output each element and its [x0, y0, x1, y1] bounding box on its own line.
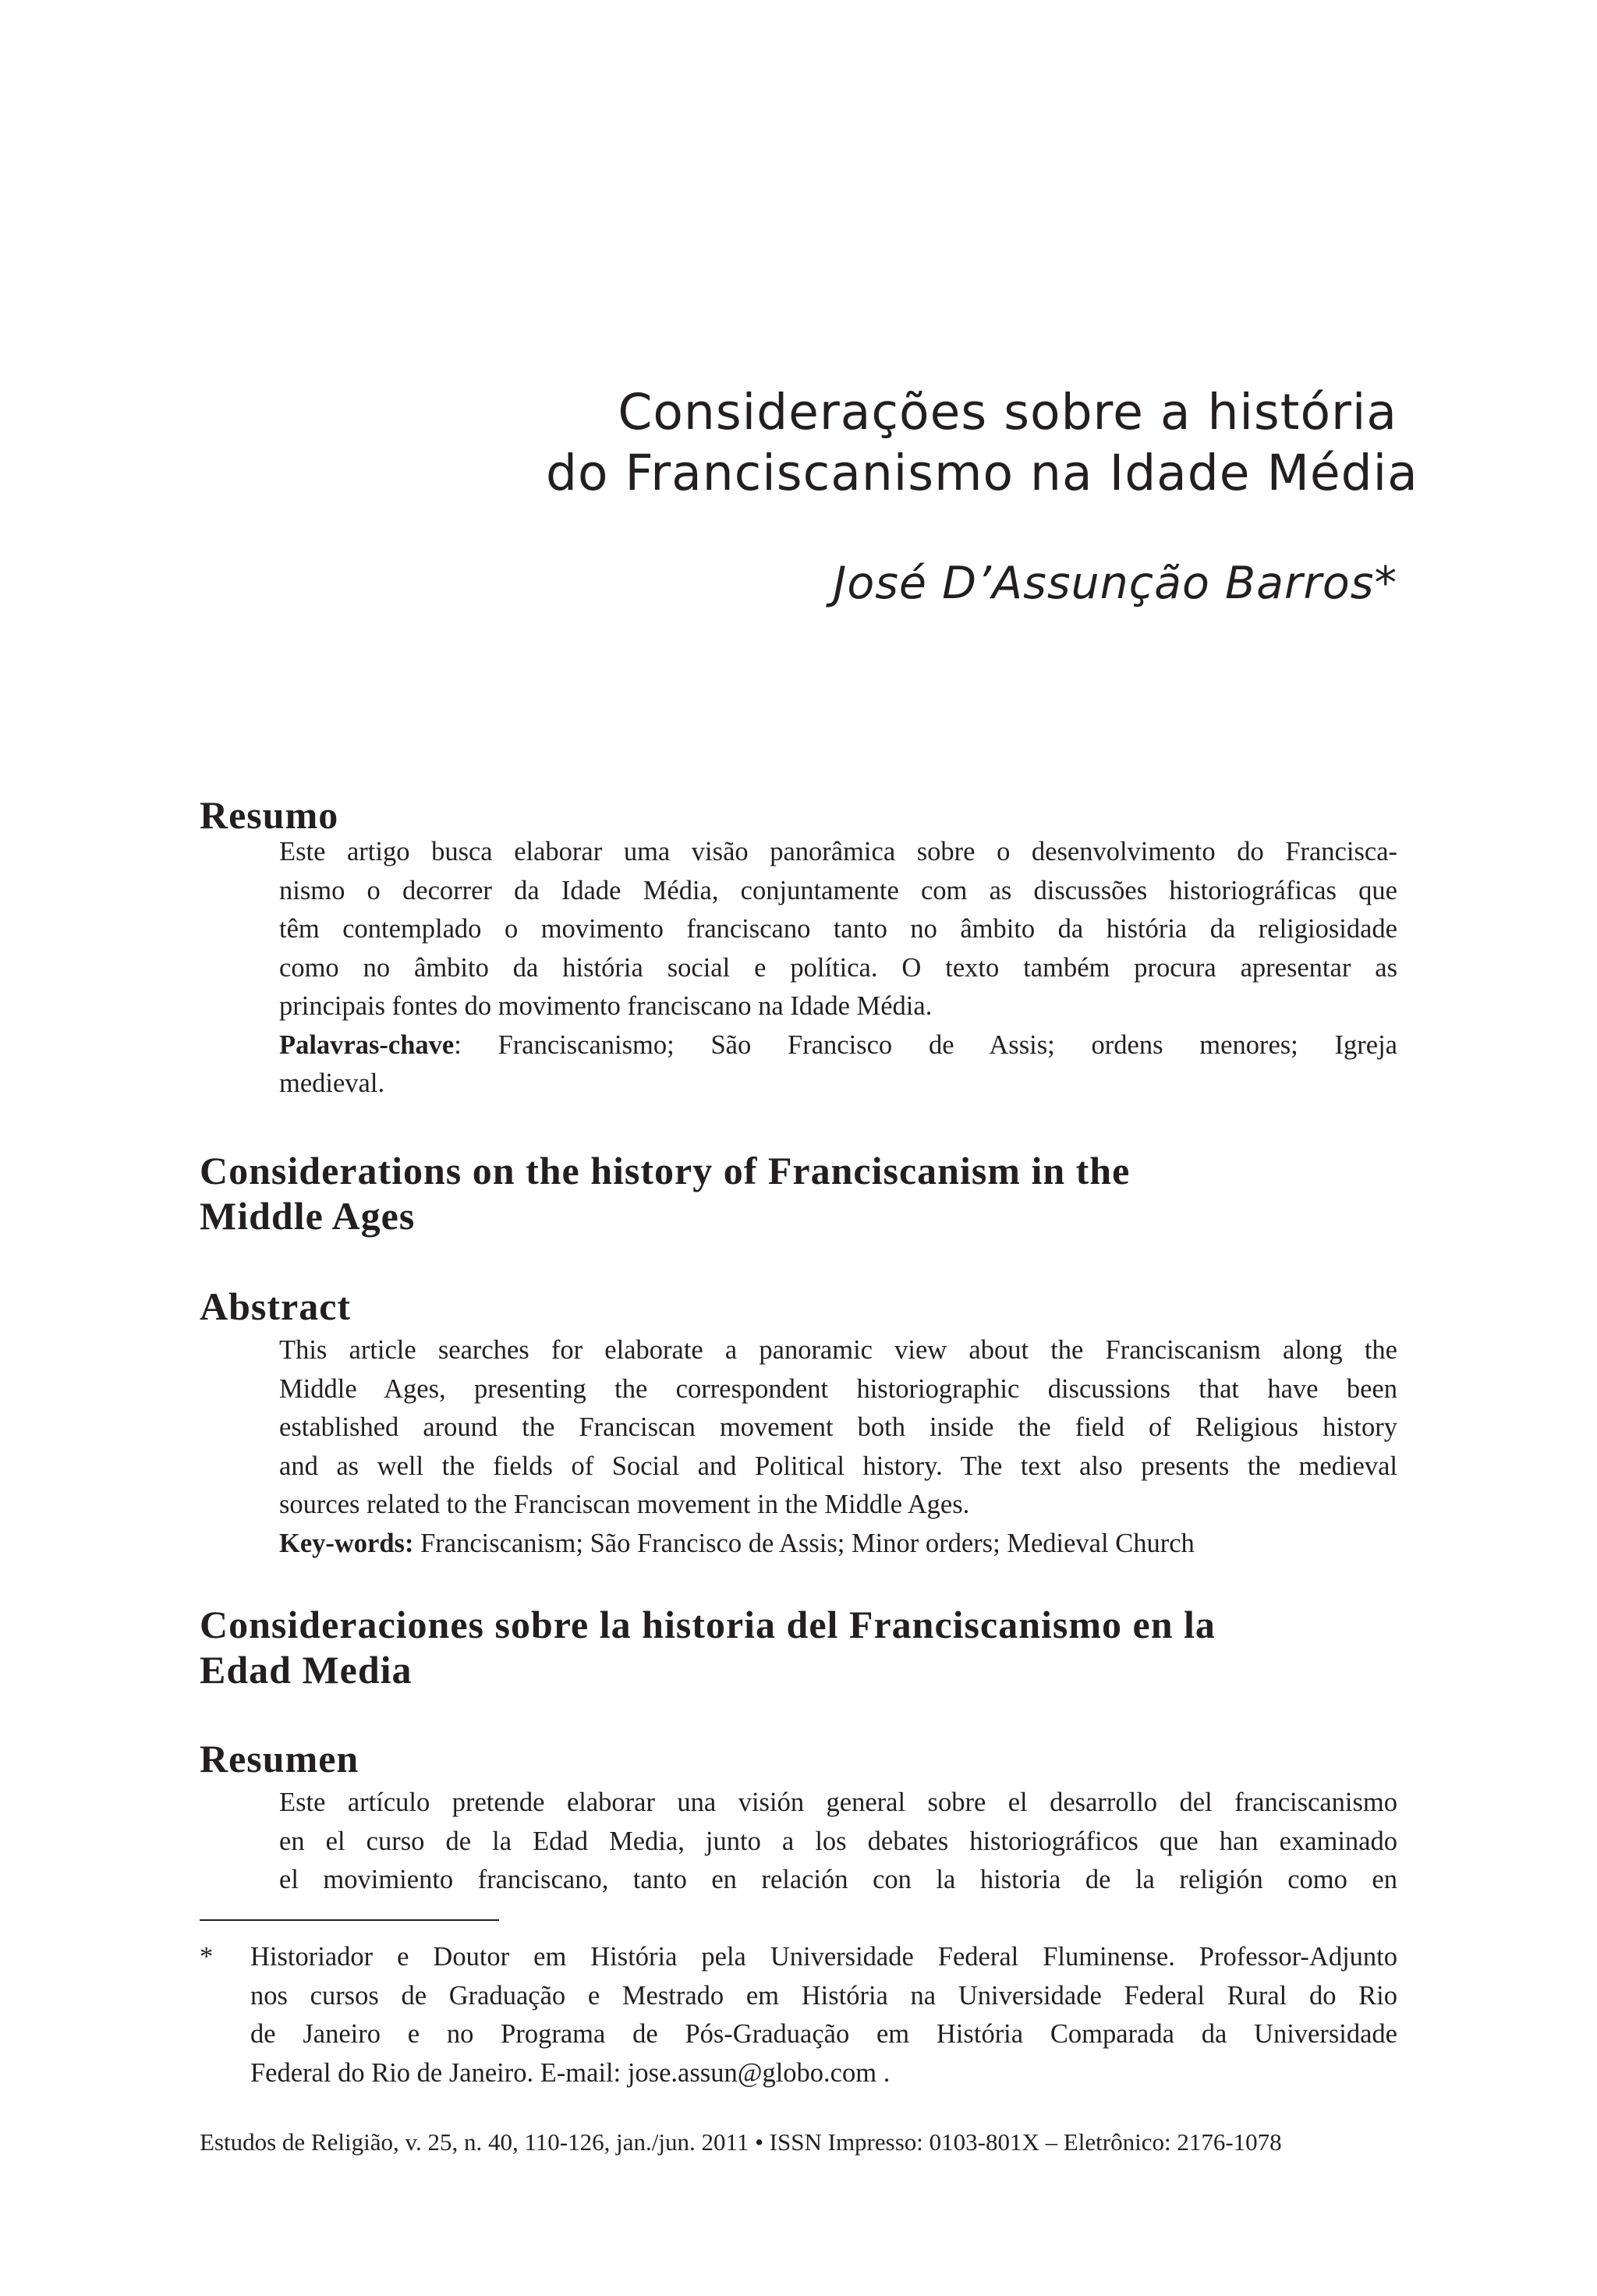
english-title-line-2: Middle Ages [200, 1194, 416, 1238]
abstract-line-3: established around the Franciscan movement both inside the field of Religious history [279, 1412, 1397, 1442]
spanish-title [200, 1602, 1400, 1692]
resumo-keywords-continued: medieval. [279, 1068, 385, 1098]
resumen-line-2: en el curso de la Edad Media, junto a los debates historiográficos que han examinado [279, 1826, 1397, 1856]
resumo-line-4: como no âmbito da história social e política. O texto também procura apresentar as [279, 952, 1397, 983]
footnote-divider [200, 1919, 499, 1921]
abstract-keywords-label: Key-words: [279, 1528, 414, 1558]
resumo-heading: Resumo [200, 793, 339, 837]
article-title [546, 382, 1418, 504]
resumen-line-1: Este artículo pretende elaborar una visión general sobre el desarrollo del franciscanismo [279, 1788, 1397, 1817]
abstract-keywords [279, 1525, 1397, 1564]
footnote-text [250, 1938, 1397, 2092]
article-title-line-2: do Franciscanismo na Idade Média [546, 445, 1418, 501]
abstract-paragraph [279, 1331, 1397, 1563]
resumo-line-1: Este artigo busca elaborar uma visão panorâmica sobre o desenvolvimento do Francisca- [279, 837, 1397, 866]
footnote-marker: * [200, 1942, 214, 1972]
resumo-line-5: principais fontes do movimento franciscano na Idade Média. [279, 991, 933, 1021]
resumen-heading: Resumen [200, 1737, 359, 1780]
footnote-line-4: Federal do Rio de Janeiro. E-mail: jose.assun@globo.com . [250, 2057, 891, 2088]
resumo-line-2: nismo o decorrer da Idade Média, conjuntamente com as discussões historiográficas que [279, 875, 1397, 905]
resumo-keywords [279, 1026, 1397, 1065]
spanish-title-line-2: Edad Media [200, 1648, 413, 1692]
article-title-line-1: Considerações sobre a história [618, 384, 1397, 441]
resumo-paragraph [279, 833, 1397, 1104]
resumo-line-3: têm contemplado o movimento franciscano tanto no âmbito da história da religiosidade [279, 914, 1397, 944]
footnote-line-2: nos cursos de Graduação e Mestrado em História na Universidade Federal Rural do Rio [250, 1980, 1397, 2011]
resumo-keywords-text: : Franciscanismo; São Francisco de Assis; ordens menores; Igreja [454, 1029, 1397, 1060]
footnote-line-1: Historiador e Doutor em História pela Universidade Federal Fluminense. Professor-Adjunto [250, 1942, 1397, 1972]
english-title-line-1: Considerations on the history of Franciscanism in the [200, 1149, 1131, 1192]
author-name: José D’Assunção Barros* [833, 558, 1397, 609]
footnote-line-3: de Janeiro e no Programa de Pós-Graduação em História Comparada da Universidade [250, 2019, 1397, 2049]
journal-citation-footer: Estudos de Religião, v. 25, n. 40, 110-126, jan./jun. 2011 • ISSN Impresso: 0103-801X – Eletrônico: 2176-1078 [200, 2128, 1282, 2156]
spanish-title-line-1: Consideraciones sobre la historia del Franciscanismo en la [200, 1603, 1216, 1646]
english-title [200, 1148, 1400, 1238]
resumen-paragraph [279, 1784, 1397, 1900]
abstract-heading: Abstract [200, 1284, 352, 1328]
resumen-line-3: el movimiento franciscano, tanto en relación con la historia de la religión como en [279, 1865, 1397, 1894]
abstract-line-1: This article searches for elaborate a panoramic view about the Franciscanism along the [279, 1335, 1397, 1365]
abstract-line-4: and as well the fields of Social and Political history. The text also presents the medieval [279, 1451, 1397, 1481]
abstract-line-2: Middle Ages, presenting the correspondent historiographic discussions that have been [279, 1373, 1397, 1404]
abstract-keywords-text: Franciscanism; São Francisco de Assis; Minor orders; Medieval Church [413, 1528, 1195, 1558]
abstract-line-5: sources related to the Franciscan movement in the Middle Ages. [279, 1490, 970, 1519]
resumo-keywords-label: Palavras-chave [279, 1029, 455, 1060]
